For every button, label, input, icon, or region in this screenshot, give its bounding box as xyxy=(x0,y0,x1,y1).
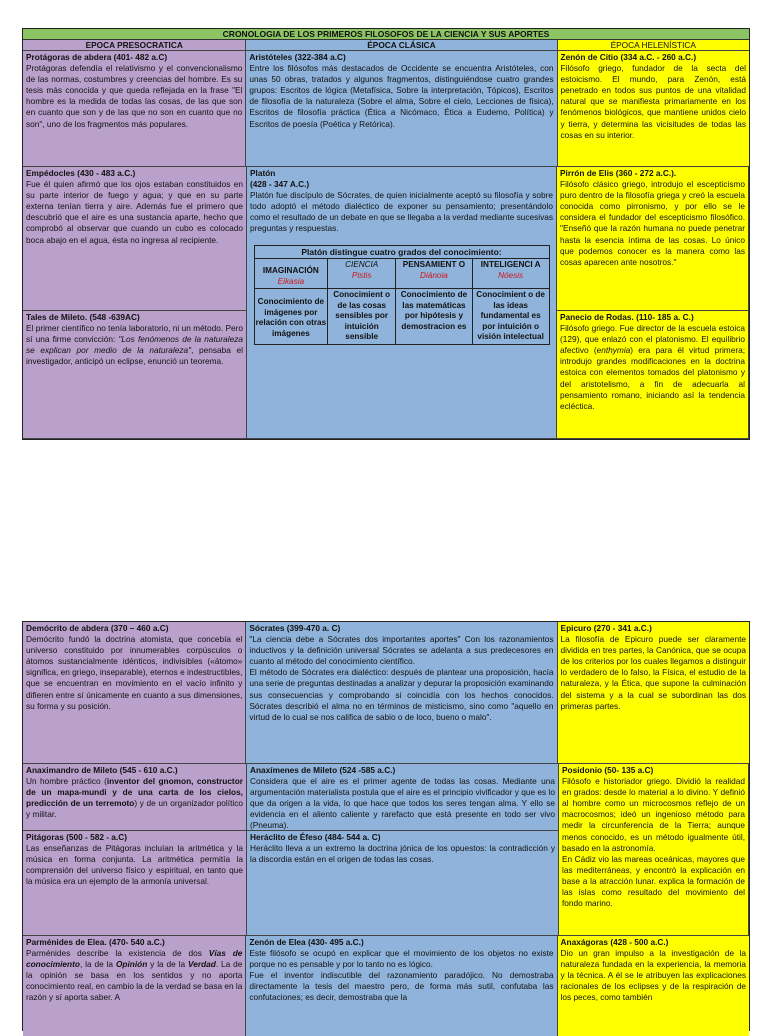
entry-quote: "Los fenómenos de la naturaleza se explican por medio de la naturaleza" xyxy=(26,334,243,356)
entry-text: Filósofo clásico griego, introdujo el escepticismo puro dentro de la filosofía griega y creó la escuela conocida como pirronismo, y por ello se le considera el fundador del escepticismo filosófico. "Enseñó que la razón humana no puede penetrar hasta la esencia íntima de las cosas. Lo único que podemos conocer es la manera como las cosas aparecen ante nosotros." xyxy=(560,179,745,267)
grade-cell xyxy=(254,259,328,289)
entry-democrito xyxy=(23,622,246,764)
entry-text: La filosofía de Epicuro puede ser claramente dividida en tres partes, la Canónica, que se ocupa de los criterios por los cuales llegamos a distinguir lo verdadero de lo falso, la Física, el estudio de la naturaleza, y la Ética, que supone la culminación del sistema y a la cual se subordinan las dos primeras partes. xyxy=(560,634,746,711)
grade-head: PENSAMIENT O xyxy=(402,260,466,270)
entry-text: Fue él quien afirmó que los ojos estaban constituidos en su parte interior de fuego y agua; y que en su parte externa tenían tierra y aire. Además fue el primero que descubrió que el aire es una sustancia aparte, hecho que comprobó al observar que cuando un cubo es colocado boca abajo en el agua, ésta no ingresa al recipiente. xyxy=(26,179,243,245)
entry-highlight: inventor del gnomon, constructor de un mapa-mundi y de una carta de los cielos, predicción de un terremoto xyxy=(26,776,243,809)
entry-text: . La de la opinión se basa en los sentidos y no aporta conocimiento real, en cambio la de la verdad se basa en la razón y sí aporta saber. A xyxy=(26,959,243,1003)
grade-cell xyxy=(472,259,549,289)
entry-pitagoras xyxy=(23,831,247,936)
entry-text: Este filósofo se ocupó en explicar que el movimiento de los objetos no existe porque no es pensable y por lo tanto no es lógico. xyxy=(249,948,554,970)
entry-title: Epicuro (270 - 341 a.C.) xyxy=(560,623,652,633)
entry-text: ) era para él virtud primera; introdujo grandes modificaciones en la doctrina estoica con elementos tomados del platonismo y del aristotelismo, a fin de adecuarla al pensamiento romano, iniciando así la tendencia ecléctica. xyxy=(560,345,746,411)
entry-text: y la de la xyxy=(147,959,189,970)
entry-title: Platón xyxy=(250,168,276,178)
entry-title: Empédocles (430 - 483 a.C.) xyxy=(26,168,136,178)
entry-title: Tales de Mileto. (548 -639AC) xyxy=(26,312,140,322)
entry-title: Panecio de Rodas. (110- 185 a. C.) xyxy=(560,312,694,322)
entry-text: , la de la xyxy=(79,959,116,970)
entry-text: ) y de un organizador político y militar. xyxy=(26,798,243,820)
entry-aristoteles xyxy=(246,51,557,167)
entry-text: , pensaba el investigador, anticipó un eclipse, enunció un teorema. xyxy=(26,345,243,367)
entry-term: Verdad xyxy=(188,959,216,970)
entry-title: Demócrito de abdera (370 – 460 a.C) xyxy=(26,623,169,633)
entry-text: Parménides describe la existencia de dos xyxy=(26,948,209,959)
entry-socrates xyxy=(246,622,557,764)
grade-head: CIENCIA xyxy=(345,260,379,270)
entry-term: enthymia xyxy=(596,345,631,356)
entry-text: Fue el inventor indiscutible del razonamiento paradójico. No demostraba directamente la tesis del maestro pero, de forma más sutil, confutaba las confutaciones; es decir, demostraba que la xyxy=(249,970,554,1003)
grade-greek: Eikasia xyxy=(277,276,305,286)
entry-posidonio xyxy=(559,764,749,936)
entry-title: Anaxímenes de Mileto (524 -585 a.C.) xyxy=(250,765,396,775)
entry-heraclito xyxy=(247,831,559,936)
entry-title: Heráclito de Éfeso (484- 544 a. C) xyxy=(250,832,381,842)
entry-epicuro xyxy=(558,622,749,764)
entry-text: Heráclito lleva a un extremo la doctrina jónica de los opuestos: la contradicción y la discordia están en el origen de todas las cosas. xyxy=(250,843,555,865)
entry-title: Pitágoras (500 - 582 - a.C) xyxy=(26,832,127,842)
grade-description: Conocimiento de imágenes por relación con otras imágenes xyxy=(254,289,328,345)
grade-greek: Nóesis xyxy=(498,270,524,280)
entry-text: Dio un gran impulso a la investigación de la naturaleza fundada en la experiencia, la memoria y la técnica. A él se le atribuyen las explicaciones racionales de los eclipses y de la respiración de los peces, como también xyxy=(560,948,746,1003)
grade-head: INTELIGENCI A xyxy=(480,260,541,270)
plato-table-caption: Platón distingue cuatro grados del conocimiento: xyxy=(254,245,549,259)
entry-text: Filósofo griego. Fue director de la escuela estoica (129), que enlazó con el platonismo. El equilibrio afectivo ( xyxy=(560,323,745,356)
entry-title: Anaxágoras (428 - 500 a.C.) xyxy=(560,937,669,947)
entry-subtitle: (428 - 347 A.C.) xyxy=(250,179,310,190)
entry-title: Parménides de Elea. (470- 540 a.C.) xyxy=(26,937,165,947)
entry-empedocles xyxy=(23,167,247,311)
entry-anaximenes xyxy=(247,764,559,831)
grade-greek: Pistis xyxy=(351,270,372,280)
table-row xyxy=(23,622,749,764)
entry-title: Protágoras de abdera (401- 482 a.C) xyxy=(26,52,168,62)
header-row xyxy=(23,40,749,51)
entry-text: Protágoras defendía el relativismo y el convencionalismo de las normas, costumbres y creencias del hombre. Es su tesis más conocida y que queda reflejada en la frase "El hombre es la medida de todas las cosas, de las que son en cuanto que son y de las que no son en cuanto que no son", uno de los fragmentos más populares. xyxy=(26,63,243,129)
entry-text: Considera que el aire es el primer agente de todas las cosas. Mediante una argumentación materialista postula que el aire es el principio vivificador y que es lo que da origen a la vida, lo que hace que todos los seres tengan alma. Y ello se evidencia en el aliento caliente y rarefacto que está presente en todo ser vivo (Pneuma). xyxy=(250,776,555,831)
table-row xyxy=(23,936,749,1036)
entry-title: Sócrates (399-470 a. C) xyxy=(249,623,341,633)
entry-anaximandro xyxy=(23,764,247,831)
entry-pirron xyxy=(557,167,749,311)
chronology-table-top xyxy=(22,28,750,440)
entry-term: Vías de conocimiento xyxy=(26,948,243,970)
entry-anaxagoras xyxy=(558,936,749,1036)
grade-greek: Diánoia xyxy=(420,270,448,280)
entry-term: Opinión xyxy=(115,959,148,970)
entry-text: Filósofo e historiador griego. Dividió la realidad en grados: desde lo material a lo divino. Y definió al hombre como un microcosmos reflejo de un macrocosmos; ideó un ingenioso método para medir la circunferencia de la Tierra; aunque menos conocido, es un método igualmente útil, basado en la astronomía. xyxy=(562,776,745,853)
grade-head: IMAGINACIÓN xyxy=(262,266,319,276)
table-row xyxy=(23,51,749,167)
entry-text: Entre los filósofos más destacados de Occidente se encuentra Aristóteles, con unas 50 obras, tratados y algunos fragmentos, distinguiéndose cuatro grandes grupos: Escritos de lógica (Metafísica, Sobre la interpretación, Tópicos), Escritos de filosofía de la naturaleza (Sobre el alma, Sobre el cielo, Lecciones de física), Escritos de filosofía práctica (Ética a Nicómaco, Ética a Eudemo, Política) y Escritos de poesía (Poética y Retórica). xyxy=(249,63,554,129)
entry-title: Posidonio (50- 135 a.C) xyxy=(562,765,654,775)
plato-knowledge-table xyxy=(254,245,550,345)
entry-text: "La ciencia debe a Sócrates dos importantes aportes" Con los razonamientos inductivos y la definición universal Sócrates se adelanta a sus predecesores en cuanto al método del conocimiento científico. xyxy=(249,634,554,667)
table-title: CRONOLOGIA DE LOS PRIMEROS FILOSOFOS DE LA CIENCIA Y SUS APORTES xyxy=(23,29,749,40)
entry-title: Zenón de Elea (430- 495 a.C.) xyxy=(249,937,364,947)
grade-description: Conocimient o de las ideas fundamental es por intuición o visión intelectual xyxy=(472,289,549,345)
header-presocratic: EPOCA PRESOCRATICA xyxy=(23,40,246,51)
entry-text: Un hombre práctico ( xyxy=(26,776,107,787)
entry-parmenides xyxy=(23,936,246,1036)
grade-description: Conocimient o de las cosas sensibles por intuición sensible xyxy=(328,289,396,345)
entry-text: El método de Sócrates era dialéctico: después de plantear una proposición, hacía una serie de preguntas destinadas a analizar y depurar la proposición examinando sus consecuencias y comprobando si coincidía con los hechos conocidos. Sócrates describió el alma no en términos de misticismo, sino como "aquello en virtud de lo cual se nos califica de sabio o de loco, bueno o malo". xyxy=(249,667,554,722)
entry-title: Pirrón de Elis (360 - 272 a.C.). xyxy=(560,168,677,178)
entry-tales xyxy=(23,311,247,439)
entry-title: Zenón de Citio (334 a.C. - 260 a.C.) xyxy=(560,52,697,62)
entry-title: Aristóteles (322-384 a.C) xyxy=(249,52,346,62)
grade-cell xyxy=(396,259,473,289)
entry-platon xyxy=(247,167,557,439)
grade-cell xyxy=(328,259,396,289)
entry-protagoras xyxy=(23,51,246,167)
header-classical: ÉPOCA CLÁSICA xyxy=(246,40,557,51)
chronology-table-bottom xyxy=(22,621,750,1031)
entry-text: Filósofo griego, fundador de la secta del estoicismo. El mundo, para Zenón, está penetrado en todos sus puntos de una vitalidad natural que se manifiesta primariamente en los fenómenos biológicos, que mantiene unidos cielo y tierra, y determina las vicisitudes de todas las cosas en su interior. xyxy=(560,63,746,140)
entry-text: El primer científico no tenía laboratorio, ni un método. Pero sí una firme convicción: xyxy=(26,323,243,345)
entry-title: Anaximandro de Mileto (545 - 610 a.C.) xyxy=(26,765,178,775)
grade-description: Conocimiento de las matemáticas por hipótesis y demostracion es xyxy=(396,289,473,345)
entry-zenon-elea xyxy=(246,936,557,1036)
entry-text: Platón fue discípulo de Sócrates, de quien inicialmente aceptó su filosofía y sobre todo adoptó el método dialéctico de exponer su pensamiento; presentándolo como el resultado de un debate en que se llegaba a la verdad mediante sucesivas preguntas y respuestas. xyxy=(250,190,553,234)
entry-text: Demócrito fundó la doctrina atomista, que concebía el universo constituido por innumerables corpúsculos o átomos sustancialmente idénticos, indivisibles («átomo» significa, en griego, inseparable), eternos e indestructibles, que se encuentran en movimiento en el vacío infinito y difieren entre sí únicamente en cuanto a sus dimensiones, su forma y su posición. xyxy=(26,634,243,711)
entry-text: Las enseñanzas de Pitágoras incluían la aritmética y la música en forma conjunta. La aritmética permitía la comprensión del universo físico y espiritual, en tanto que la música era un ejemplo de la armonía universal. xyxy=(26,843,243,887)
header-hellenistic: ÉPOCA HELENÍSTICA xyxy=(558,40,749,51)
entry-zenon-citio xyxy=(558,51,749,167)
entry-text: En Cádiz vio las mareas oceánicas, mayores que las mediterráneas, y encontró la explicación en base a la atracción lunar. explica la formación de las islas como resultado del movimiento del fondo marino. xyxy=(562,853,745,909)
entry-panecio xyxy=(557,311,749,439)
